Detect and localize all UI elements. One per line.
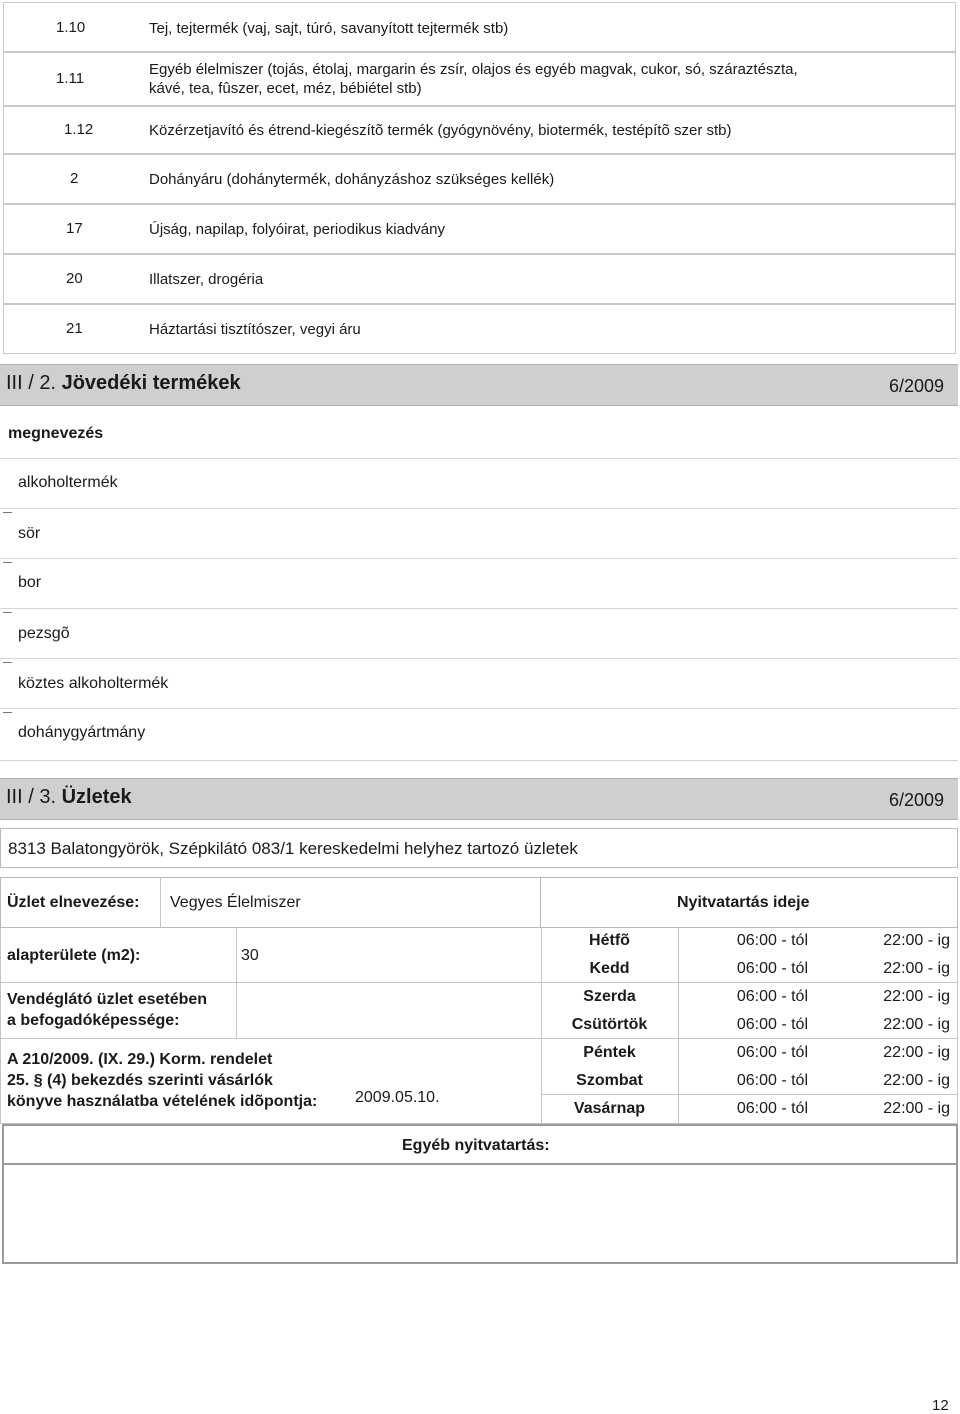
product-code: 1.11: [56, 70, 85, 87]
product-row: [3, 106, 956, 154]
dash: [3, 562, 12, 563]
decree-date-value: 2009.05.10.: [355, 1089, 440, 1106]
open-from: 06:00 - tól: [736, 932, 808, 949]
open-to: 22:00 - ig: [883, 1072, 950, 1089]
store-name-label: Üzlet elnevezése:: [7, 894, 140, 911]
day-name: Vasárnap: [573, 1100, 646, 1117]
section-number: III / 3.: [6, 786, 57, 808]
divider: [0, 658, 958, 659]
product-desc-line2: kávé, tea, fûszer, ecet, méz, bébiétel stb): [149, 80, 422, 97]
capacity-label-line2: a befogadóképessége:: [7, 1012, 180, 1029]
day-name: Hétfõ: [589, 932, 630, 949]
divider: [0, 508, 958, 509]
other-hours-label: Egyéb nyitvatartás:: [402, 1137, 550, 1154]
product-desc: Tej, tejtermék (vaj, sajt, túró, savanyított tejtermék stb): [149, 20, 509, 37]
open-from: 06:00 - tól: [736, 1044, 808, 1061]
decree-label-line2: 25. § (4) bekezdés szerinti vásárlók: [7, 1072, 273, 1089]
divider: [236, 928, 237, 1038]
store-location: 8313 Balatongyörök, Szépkilátó 083/1 kereskedelmi helyhez tartozó üzletek: [8, 839, 578, 858]
excise-item: bor: [18, 574, 42, 591]
product-desc: Újság, napilap, folyóirat, periodikus kiadvány: [149, 221, 445, 238]
excise-item: köztes alkoholtermék: [18, 675, 169, 692]
excise-item: alkoholtermék: [18, 474, 118, 491]
divider: [541, 1038, 958, 1039]
open-to: 22:00 - ig: [883, 1100, 950, 1117]
store-name-value: Vegyes Élelmiszer: [170, 894, 301, 911]
open-to: 22:00 - ig: [883, 1044, 950, 1061]
divider: [0, 1038, 541, 1039]
product-desc: Illatszer, drogéria: [149, 271, 264, 288]
open-from: 06:00 - tól: [736, 960, 808, 977]
decree-label: A 210/2009. (IX. 29.) Korm. rendelet: [7, 1051, 273, 1068]
area-value: 30: [241, 947, 259, 964]
product-row: [3, 254, 956, 304]
section-number: III / 2.: [6, 372, 57, 394]
open-to: 22:00 - ig: [883, 960, 950, 977]
decree-label-line3: könyve használatba vételének idõpontja:: [7, 1093, 318, 1110]
divider: [0, 458, 958, 459]
product-row: [3, 204, 956, 254]
open-from: 06:00 - tól: [736, 988, 808, 1005]
day-name: Szombat: [576, 1072, 643, 1089]
open-to: 22:00 - ig: [883, 1016, 950, 1033]
product-row: [3, 304, 956, 354]
product-code: 1.10: [56, 19, 86, 36]
capacity-label: Vendéglátó üzlet esetében: [7, 991, 208, 1008]
product-row: [3, 154, 956, 204]
excise-column-header: megnevezés: [8, 425, 104, 442]
product-row: [3, 2, 956, 52]
day-name: Csütörtök: [571, 1016, 648, 1033]
section-date: 6/2009: [888, 376, 944, 396]
day-name: Péntek: [583, 1044, 636, 1061]
open-to: 22:00 - ig: [883, 988, 950, 1005]
excise-item: sör: [18, 525, 41, 542]
day-name: Szerda: [583, 988, 636, 1005]
product-desc: Dohányáru (dohánytermék, dohányzáshoz szükséges kellék): [149, 171, 555, 188]
product-desc: Egyéb élelmiszer (tojás, étolaj, margarin és zsír, olajos és egyéb magvak, cukor, só, száraztészta,: [149, 61, 798, 78]
product-code: 2: [70, 170, 79, 187]
divider: [0, 558, 958, 559]
product-code: 1.12: [64, 121, 94, 138]
area-label: alapterülete (m2):: [7, 947, 141, 964]
section-name: Jövedéki termékek: [61, 372, 241, 394]
dash: [3, 512, 12, 513]
divider: [0, 982, 541, 983]
product-desc: Háztartási tisztítószer, vegyi áru: [149, 321, 361, 338]
divider: [541, 1094, 958, 1095]
open-from: 06:00 - tól: [736, 1100, 808, 1117]
product-code: 20: [66, 270, 83, 287]
section-date: 6/2009: [888, 790, 944, 810]
dash: [3, 662, 12, 663]
product-code: 21: [66, 320, 83, 337]
section-name: Üzletek: [61, 786, 132, 808]
product-code: 17: [66, 220, 83, 237]
page-number: 12: [932, 1397, 949, 1414]
hours-header: Nyitvatartás ideje: [677, 894, 810, 911]
open-to: 22:00 - ig: [883, 932, 950, 949]
divider: [160, 877, 161, 928]
divider: [4, 1163, 956, 1165]
divider: [0, 928, 1, 1124]
stores-section-header: [0, 778, 958, 820]
dash: [3, 712, 12, 713]
product-row: [3, 52, 956, 106]
section-title: [6, 786, 132, 809]
section-title: [6, 372, 241, 395]
dash: [3, 612, 12, 613]
divider: [0, 708, 958, 709]
open-from: 06:00 - tól: [736, 1072, 808, 1089]
day-name: Kedd: [589, 960, 630, 977]
divider: [0, 760, 958, 761]
excise-item: dohánygyártmány: [18, 724, 146, 741]
excise-section-header: [0, 364, 958, 406]
open-from: 06:00 - tól: [736, 1016, 808, 1033]
product-desc: Közérzetjavító és étrend-kiegészítõ termék (gyógynövény, biotermék, testépítõ szer stb): [149, 122, 732, 139]
excise-item: pezsgõ: [18, 625, 70, 642]
store-location-box: [0, 828, 958, 868]
divider: [0, 608, 958, 609]
divider: [541, 982, 958, 983]
